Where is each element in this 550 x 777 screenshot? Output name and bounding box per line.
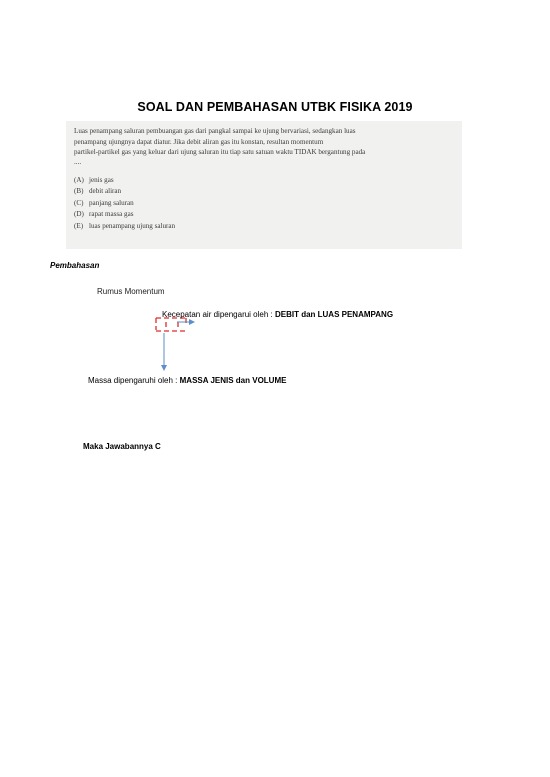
page-title: SOAL DAN PEMBAHASAN UTBK FISIKA 2019 xyxy=(137,100,413,114)
option-e: (E) luas penampang ujung saluran xyxy=(74,221,176,230)
option-a: (A) jenis gas xyxy=(74,175,114,184)
formula-highlight-box xyxy=(156,318,186,331)
question-line-3: partikel-partikel gas yang keluar dari ujung saluran itu tiap satu satuan waktu TIDAK bergantung pada xyxy=(74,148,366,157)
arrow-down-icon xyxy=(161,333,167,371)
option-c: (C) panjang saluran xyxy=(74,198,134,207)
option-d: (D) rapat massa gas xyxy=(74,210,134,219)
option-b: (B) debit aliran xyxy=(74,187,122,196)
question-ellipsis: .... xyxy=(74,157,82,166)
question-line-2: penampang ujungnya dapat diatur. Jika debit aliran gas itu konstan, resultan momentum xyxy=(74,137,324,146)
pembahasan-heading: Pembahasan xyxy=(50,261,100,270)
answer-conclusion: Maka Jawabannya C xyxy=(83,442,161,451)
rumus-label: Rumus Momentum xyxy=(97,287,165,296)
massa-note: Massa dipengaruhi oleh : MASSA JENIS dan VOLUME xyxy=(88,376,287,385)
kecepatan-note: Kecepatan air dipengarui oleh : DEBIT dan LUAS PENAMPANG xyxy=(162,310,394,319)
question-line-1: Luas penampang saluran pembuangan gas dari pangkal sampai ke ujung bervariasi, sedangkan luas xyxy=(74,127,356,135)
